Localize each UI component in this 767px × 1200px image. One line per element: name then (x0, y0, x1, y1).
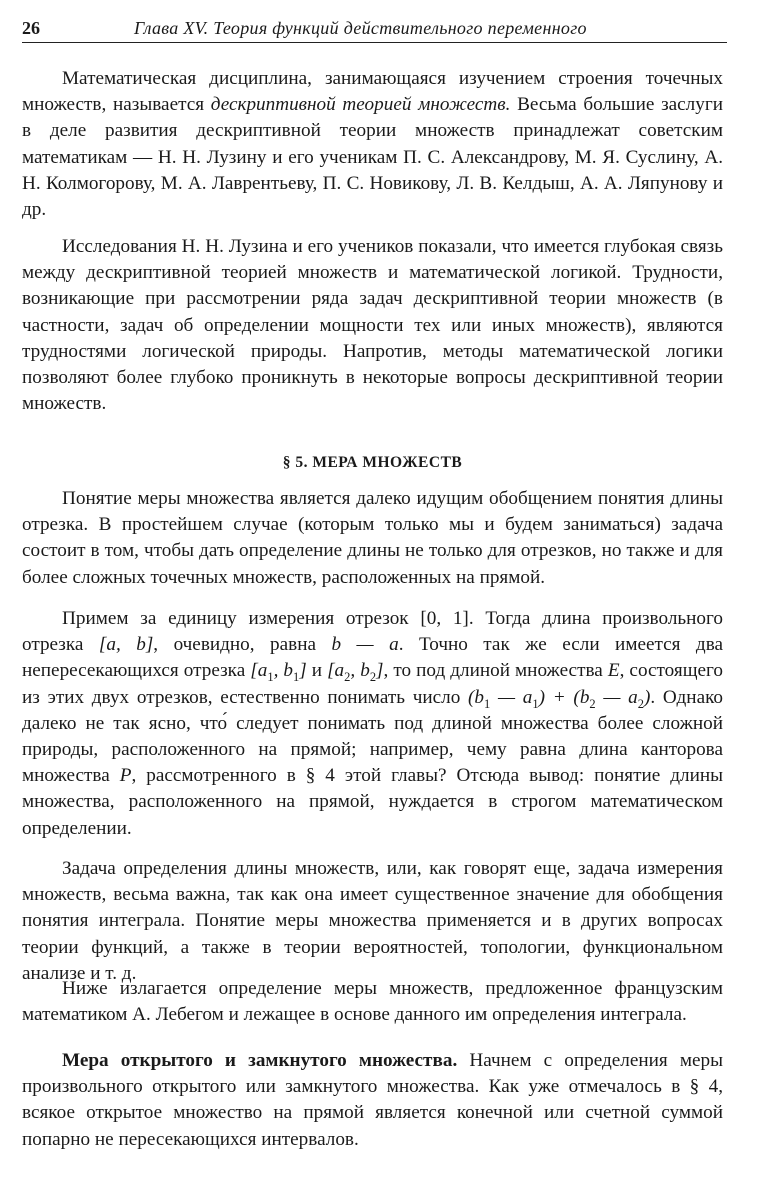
paragraph-text: Понятие меры множества является далеко идущим обобщением понятия длины отрезка. В простейшем случае (которым только мы и будем заниматься) задача состоит в том, чтобы дать определение длины не только для отрезков, но также и для более сложных точечных множеств, расположенных на прямой. (22, 488, 723, 588)
paragraph-text: , рассмотренного в § 4 этой главы? Отсюда вывод: понятие длины множества, расположенного на прямой, нуждается в строгом математическом определении. (22, 765, 724, 839)
math-expression: ) + (b (538, 686, 590, 708)
paragraph-text: , состоящего из этих двух отрезков, естественно понимать число (22, 660, 723, 708)
run-in-heading: Мера открытого и замкнутого множества. (62, 1050, 458, 1071)
math-expression: ) (644, 686, 651, 708)
paragraph-open-closed-measure (22, 1048, 723, 1153)
paragraph-luzin-research (22, 234, 723, 417)
paragraph-text: . Однако далеко не так ясно, что́ следует понимать под длиной множества более сложной природы, расположенного на прямой; например, чему равна длина канторова множества (22, 686, 724, 787)
math-expression: [a, b] (98, 634, 154, 656)
paragraph-text: , очевидно, равна (153, 634, 332, 656)
paragraph-text: . Точно так же если имеется два непересекающихся отрезка (22, 634, 724, 682)
paragraph-text: Ниже излагается определение меры множеств, предложенное французским математиком А. Лебегом и лежащее в основе данного им определения интеграла. (22, 978, 723, 1026)
math-subscript: 2 (637, 696, 645, 711)
math-subscript: 1 (484, 696, 491, 711)
paragraph-text: Задача определения длины множеств, или, как говорят еще, задача измерения множеств, весьма важна, так как она имеет существенное значение для обобщения понятия интеграла. Понятие меры множества применяется и в других вопросах теории функций, а также в теории вероятностей, топологии, функциональном анализе и т. д. (22, 858, 723, 984)
math-expression: b — a (331, 634, 399, 656)
paragraph-text: , то под длиной множества (383, 660, 608, 682)
paragraph-text: Весьма большие заслуги в деле развития дескриптивной теории множеств принадлежат советским математикам — Н. Н. Лузину и его ученикам П. С. Александрову, М. Я. Суслину, А. Н. Колмогорову, М. А. Лаврентьеву, П. С. Новикову, Л. В. Келдыш, А. А. Ляпунову и др. (22, 94, 723, 221)
math-expression: E (607, 660, 620, 682)
math-subscript: 1 (532, 696, 539, 711)
section-heading: § 5. МЕРА МНОЖЕСТВ (282, 454, 463, 471)
paragraph-lebesgue (22, 976, 723, 1028)
paragraph-unit-interval (22, 606, 723, 842)
paragraph-measurement-problem (22, 856, 723, 987)
page-number: 26 (22, 18, 40, 38)
paragraph-text: Математическая дисциплина, занимающаяся изучением строения точечных множеств, называется (22, 68, 723, 116)
page-header (22, 14, 727, 43)
italic-term: дескриптивной теорией множеств. (210, 94, 511, 116)
math-subscript: 2 (589, 696, 596, 711)
math-subscript: 1 (293, 670, 300, 685)
math-subscript: 1 (267, 670, 274, 685)
math-expression: — a (490, 686, 533, 708)
math-expression: ] (299, 660, 307, 682)
math-expression: P (119, 765, 132, 787)
math-expression: , b (273, 660, 293, 682)
paragraph-text: Примем за единицу измерения отрезок [0, 1]. Тогда длина произвольного отрезка (22, 608, 723, 656)
running-title: Глава XV. Теория функций действительного переменного (134, 18, 587, 38)
math-subscript: 2 (369, 670, 377, 685)
math-expression: (b (468, 686, 485, 708)
math-expression: — a (595, 686, 638, 708)
paragraph-descriptive-theory (22, 66, 723, 223)
math-expression: , b (350, 660, 370, 682)
math-expression: [a (327, 660, 345, 682)
paragraph-text: Начнем с определения меры произвольного открытого или замкнутого множества. Как уже отмечалось в § 4, всякое открытое множество на прямой является конечной или счетной суммой попарно не пересекающихся интервалов. (22, 1050, 724, 1150)
paragraph-measure-concept (22, 486, 723, 591)
math-expression: ] (376, 660, 384, 682)
paragraph-text: Исследования Н. Н. Лузина и его учеников показали, что имеется глубокая связь между дескриптивной теорией множеств и математической логикой. Трудности, возникающие при рассмотрении ряда задач дескриптивной теории множеств (в частности, задач об определении мощности тех или иных множеств), являются трудностями логической природы. Напротив, методы математической логики позволяют более глубоко проникнуть в некоторые вопросы дескриптивной теории множеств. (22, 236, 723, 415)
math-expression: [a (250, 660, 268, 682)
paragraph-text: и (306, 660, 328, 682)
math-subscript: 2 (344, 670, 351, 685)
